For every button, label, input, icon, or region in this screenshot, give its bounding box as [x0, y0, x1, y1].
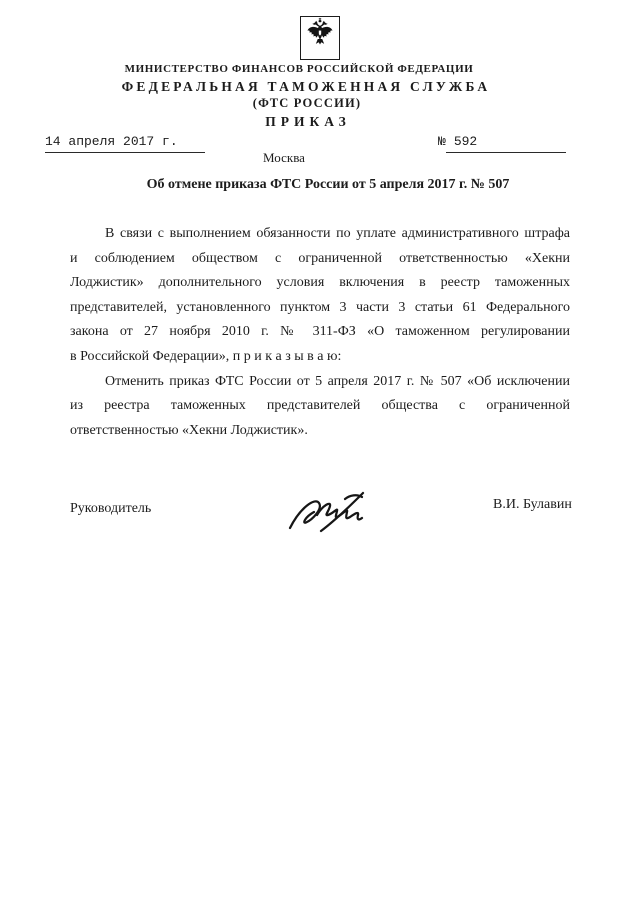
number-sign: №	[438, 134, 446, 149]
signer-position-label: Руководитель	[70, 501, 152, 516]
body-line: Отменить приказ ФТС России от 5 апреля 2017 г. № 507 «Об исключении	[105, 373, 570, 389]
number-field	[438, 134, 566, 153]
handwritten-signature-icon	[286, 482, 384, 545]
body-line: в Российской Федерации», п р и к а з ы в а ю:	[70, 348, 342, 364]
body-line: из реестра таможенных представителей общества с ограниченной	[70, 398, 570, 414]
document-type-heading: ПРИКАЗ	[265, 114, 351, 129]
body-line: представителей, установленного пунктом 3 части 3 статьи 61 Федерального	[70, 299, 570, 315]
body-line: ответственностью «Хекни Лоджистик».	[70, 422, 308, 438]
body-line: Лоджистик» дополнительного условия включения в реестр таможенных	[70, 275, 570, 291]
body-line: и соблюдением обществом с ограниченной ответственностью «Хекни	[70, 250, 570, 266]
ministry-name: МИНИСТЕРСТВО ФИНАНСОВ РОССИЙСКОЙ ФЕДЕРАЦИИ	[124, 63, 474, 75]
number-value: 592	[446, 134, 566, 153]
signer-name: В.И. Булавин	[493, 497, 572, 512]
body-line: В связи с выполнением обязанности по уплате административного штрафа	[105, 226, 570, 241]
agency-name: ФЕДЕРАЛЬНАЯ ТАМОЖЕННАЯ СЛУЖБА	[121, 79, 491, 94]
date-field: 14 апреля 2017 г.	[45, 134, 205, 153]
coat-of-arms-box	[300, 16, 340, 60]
agency-abbreviation: (ФТС РОССИИ)	[252, 96, 362, 110]
order-body	[70, 222, 570, 443]
body-line: закона от 27 ноября 2010 г. № 311-ФЗ «О таможенном регулировании	[70, 324, 570, 340]
city-label: Москва	[263, 150, 305, 165]
double-headed-eagle-icon	[304, 17, 336, 59]
order-title: Об отмене приказа ФТС России от 5 апреля 2017 г. № 507	[146, 177, 510, 192]
